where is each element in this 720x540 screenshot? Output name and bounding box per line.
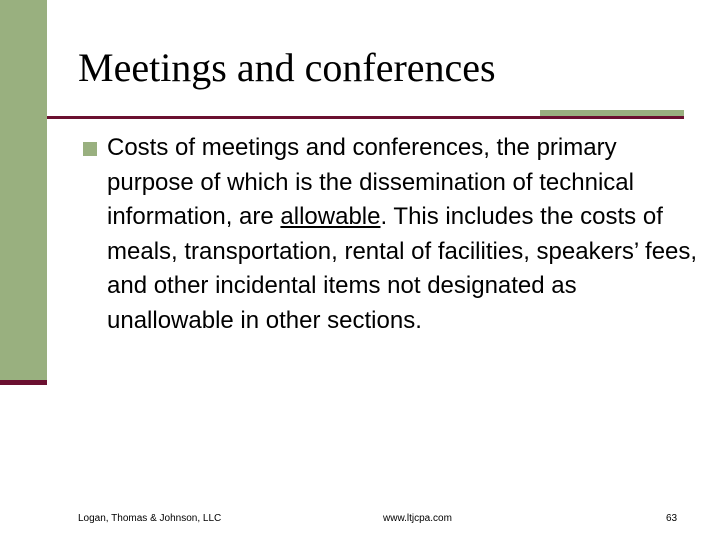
left-accent-bar	[0, 0, 47, 380]
left-accent-bar-cap	[0, 380, 47, 385]
bullet-text-before: Costs of meetings and conferences, the primary purpose of which is the dissemination of technical information, are	[107, 134, 634, 230]
bullet-text-after: . This includes the costs of meals, transportation, rental of facilities, speakers’ fees, and other incidental items not designated as unallowable in other sections.	[107, 203, 698, 334]
bullet-square-icon	[83, 142, 97, 156]
footer-page-number: 63	[666, 513, 678, 524]
footer-website: www.ltjcpa.com	[383, 513, 452, 524]
bullet-text-underlined: allowable	[280, 203, 381, 230]
bullet-text	[107, 131, 707, 338]
title-divider-accent-line	[540, 116, 684, 119]
footer-company: Logan, Thomas & Johnson, LLC	[78, 513, 222, 524]
slide-title: Meetings and conferences	[78, 45, 496, 90]
